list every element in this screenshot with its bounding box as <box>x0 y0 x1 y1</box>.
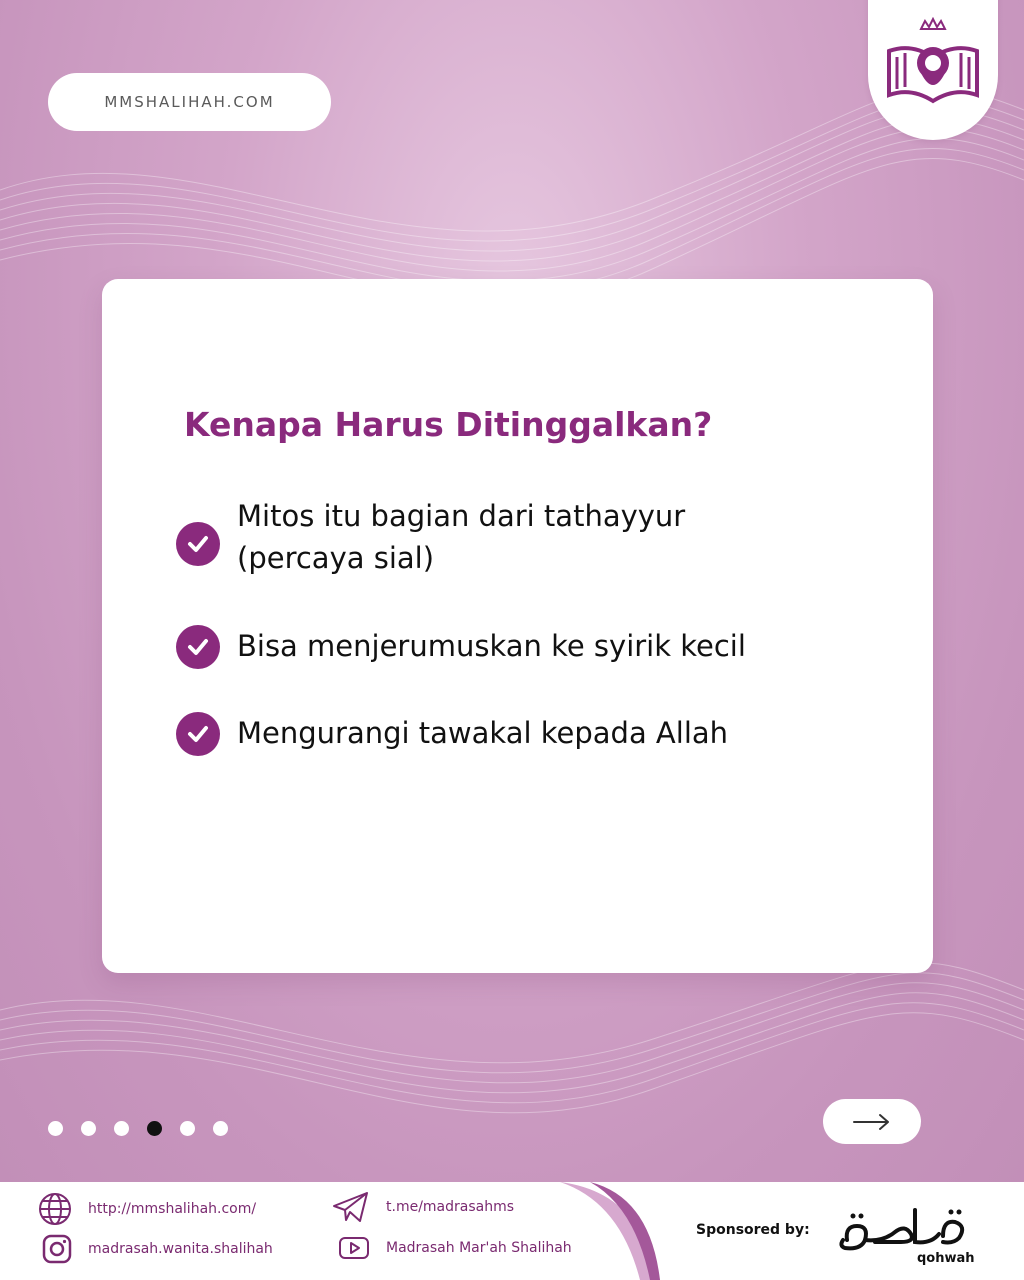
check-circle-icon <box>176 522 220 566</box>
globe-icon <box>38 1192 72 1226</box>
instagram-icon <box>42 1234 72 1264</box>
arrow-right-icon <box>852 1112 892 1132</box>
page-dot-2[interactable] <box>81 1121 96 1136</box>
footer-instagram[interactable] <box>42 1234 273 1264</box>
page-dot-6[interactable] <box>213 1121 228 1136</box>
footer-telegram-text: t.me/madrasahms <box>386 1199 515 1215</box>
page-dot-4-active[interactable] <box>147 1121 162 1136</box>
footer-youtube-text: Madrasah Mar'ah Shalihah <box>386 1240 572 1256</box>
youtube-icon <box>338 1236 370 1260</box>
list-item <box>176 495 797 579</box>
check-circle-icon <box>176 625 220 669</box>
page-dot-1[interactable] <box>48 1121 63 1136</box>
list-item-text: Mengurangi tawakal kepada Allah <box>237 716 729 750</box>
list-item-text: Bisa menjerumuskan ke syirik kecil <box>237 629 746 663</box>
card-title: Kenapa Harus Ditinggalkan? <box>184 405 713 444</box>
footer-website[interactable] <box>38 1192 256 1226</box>
footer-youtube[interactable] <box>338 1236 572 1260</box>
list-item <box>176 625 797 669</box>
site-url-label: MMSHALIHAH.COM <box>104 93 275 111</box>
sponsored-by-label: Sponsored by: <box>696 1222 810 1238</box>
list-item <box>176 712 797 756</box>
footer-telegram[interactable] <box>332 1190 514 1224</box>
brand-logo <box>868 0 998 140</box>
telegram-icon <box>332 1190 370 1224</box>
pagination-dots <box>48 1121 228 1136</box>
next-button[interactable] <box>823 1099 921 1144</box>
sponsor-name: qohwah <box>917 1251 975 1266</box>
sponsor-logo <box>835 1196 985 1266</box>
page-dot-3[interactable] <box>114 1121 129 1136</box>
page-dot-5[interactable] <box>180 1121 195 1136</box>
footer <box>0 1182 1024 1280</box>
book-crown-logo-icon <box>881 17 985 113</box>
footer-instagram-text: madrasah.wanita.shalihah <box>88 1241 273 1257</box>
site-url-pill[interactable] <box>48 73 331 131</box>
footer-website-text: http://mmshalihah.com/ <box>88 1201 257 1217</box>
check-circle-icon <box>176 712 220 756</box>
list-item-text: Mitos itu bagian dari tathayyur (percaya sial) <box>237 499 686 575</box>
content-card <box>102 279 933 973</box>
